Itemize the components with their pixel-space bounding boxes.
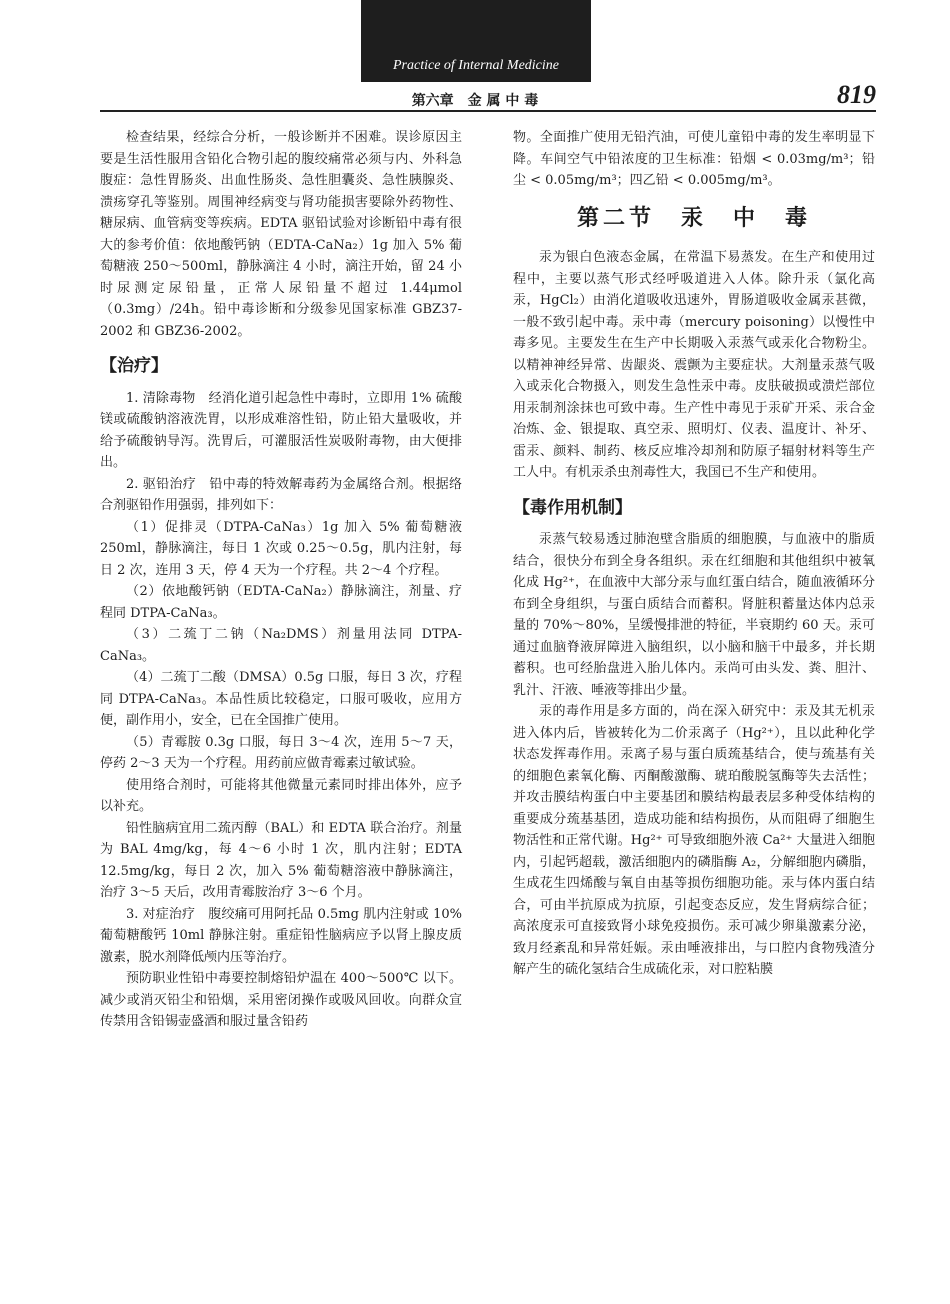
paragraph: 汞的毒作用是多方面的，尚在深入研究中：汞及其无机汞进入体内后，皆被转化为二价汞离子（Hg²⁺），且以此种化学状态发挥毒作用。汞离子易与蛋白质巯基结合，使与巯基有关的细胞色素氧化酶、丙酮酸激酶、琥珀酸脱氢酶等失去活性；并攻击膜结构蛋白中主要基团和膜结构最表层多种受体结构的重要成分巯基基团，造成功能和结构损伤，从而阻碍了细胞生物活性和正常代谢。Hg²⁺ 可导致细胞外液 Ca²⁺ 大量进入细胞内，引起钙超载，激活细胞内的磷脂酶 A₂，分解细胞内磷脂，生成花生四烯酸与氧自由基等损伤细胞功能。汞与体内蛋白结合，可由半抗原成为抗原，引起变态反应，发生肾病综合征；高浓度汞可直接致肾小球免疫损伤。汞可减少卵巢激素分泌，致月经紊乱和异常妊娠。汞由唾液排出，与口腔内食物残渣分解产生的硫化氢结合生成硫化汞，对口腔粘膜: [513, 704, 875, 977]
right-column: [513, 127, 875, 981]
paragraph: 2. 驱铅治疗 铅中毒的特效解毒药为金属络合剂。根据络合剂驱铅作用强弱，排列如下：: [100, 476, 462, 513]
paragraph: 物。全面推广使用无铅汽油，可使儿童铅中毒的发生率明显下降。车间空气中铅浓度的卫生标准：铅烟 < 0.03mg/m³；铅尘 < 0.05mg/m³；四乙铅 < 0.005mg/m³。: [513, 130, 875, 188]
paragraph: 使用络合剂时，可能将其他微量元素同时排出体外，应予以补充。: [100, 777, 462, 814]
chapter-title: 第六章 金 属 中 毒: [411, 93, 539, 109]
header-rule: [100, 110, 876, 112]
paragraph: 汞为银白色液态金属，在常温下易蒸发。在生产和使用过程中，主要以蒸气形式经呼吸道进入人体。除升汞（氯化高汞，HgCl₂）由消化道吸收迅速外，胃肠道吸收金属汞甚微，一般不致引起中毒。汞中毒（mercury poisoning）以慢性中毒多见。主要发生在生产中长期吸入汞蒸气或汞化合物粉尘。以精神神经异常、齿龈炎、震颤为主要症状。大剂量汞蒸气吸入或汞化合物摄入，则发生急性汞中毒。皮肤破损或溃烂部位用汞制剂涂抹也可致中毒。生产性中毒见于汞矿开采、汞合金冶炼、金、银提取、真空汞、照明灯、仪表、温度计、补牙、雷汞、颜料、制药、核反应堆冷却剂和防原子辐射材料等生产工人中。有机汞杀虫剂毒性大，我国已不生产和使用。: [513, 250, 875, 480]
paragraph: 铅性脑病宜用二巯丙醇（BAL）和 EDTA 联合治疗。剂量为 BAL 4mg/kg，每 4～6 小时 1 次，肌内注射；EDTA 12.5mg/kg，每日 2 次，加入 5% 葡萄糖溶液中静脉滴注，治疗 3～5 天后，改用青霉胺治疗 3～6 个月。: [100, 820, 462, 900]
paragraph: 1. 清除毒物 经消化道引起急性中毒时，立即用 1% 硫酸镁或硫酸钠溶液洗胃，以形成难溶性铅，防止铅大量吸收，并给予硫酸钠导泻。洗胃后，可灌服活性炭吸附毒物，由大便排出。: [100, 390, 462, 470]
paragraph: （1）促排灵（DTPA-CaNa₃）1g 加入 5% 葡萄糖液 250ml，静脉滴注，每日 1 次或 0.25～0.5g，肌内注射，每日 2 次，连用 3 天，停 4 天为一个疗程。共 2～4 个疗程。: [100, 519, 462, 578]
left-column: [100, 127, 462, 1033]
paragraph: （2）依地酸钙钠（EDTA-CaNa₂）静脉滴注，剂量、疗程同 DTPA-CaNa₃。: [100, 584, 462, 621]
heading-mechanism: 【毒作用机制】: [513, 497, 632, 518]
paragraph: 检查结果，经综合分析，一般诊断并不困难。误诊原因主要是生活性服用含铅化合物引起的腹绞痛常必须与内、外科急腹症：急性胃肠炎、出血性肠炎、急性胆囊炎、急性胰腺炎、溃疡穿孔等鉴别。周围神经病变与肾功能损害要除外药物性、糖尿病、血管病变等疾病。EDTA 驱铅试验对诊断铅中毒有很大的参考价值：依地酸钙钠（EDTA-CaNa₂）1g 加入 5% 葡萄糖液 250～500ml，静脉滴注 4 小时，滴注开始，留 24 小时尿测定尿铅量，正常人尿铅量不超过 1.44μmol（0.3mg）/24h。铅中毒诊断和分级参见国家标准 GBZ37-2002 和 GBZ36-2002。: [100, 130, 462, 339]
paragraph: 汞蒸气较易透过肺泡壁含脂质的细胞膜，与血液中的脂质结合，很快分布到全身各组织。汞在红细胞和其他组织中被氧化成 Hg²⁺，在血液中大部分汞与血红蛋白结合，随血液循环分布到全身组织，与蛋白质结合而蓄积。肾脏积蓄量达体内总汞量的 70%～80%，呈缓慢排泄的特征，半衰期约 60 天。汞可通过血脑脊液屏障进入脑组织，以小脑和脑干中最多，并长期蓄积。也可经胎盘进入胎儿体内。汞尚可由头发、粪、胆汁、乳汁、汗液、唾液等排出少量。: [513, 532, 875, 698]
paragraph: 预防职业性铅中毒要控制熔铅炉温在 400～500℃ 以下。减少或消灭铅尘和铅烟，采用密闭操作或吸风回收。向群众宣传禁用含铅锡壶盛酒和服过量含铅药: [100, 971, 462, 1029]
section-title: 第二节 汞 中 毒: [576, 205, 811, 231]
paragraph: （3）二巯丁二钠（Na₂DMS）剂量用法同 DTPA-CaNa₃。: [100, 627, 462, 664]
paragraph: 3. 对症治疗 腹绞痛可用阿托品 0.5mg 肌内注射或 10% 葡萄糖酸钙 10ml 静脉注射。重症铅性脑病应予以肾上腺皮质激素，脱水剂降低颅内压等治疗。: [100, 906, 462, 965]
page-number: 819: [837, 80, 876, 109]
paragraph: （4）二巯丁二酸（DMSA）0.5g 口服，每日 3 次，疗程同 DTPA-CaNa₃。本品性质比较稳定，口服可吸收，应用方便，副作用小，安全，已在全国推广使用。: [100, 670, 462, 728]
heading-treatment: 【治疗】: [100, 356, 168, 376]
journal-title: Practice of Internal Medicine: [393, 58, 559, 73]
paragraph: （5）青霉胺 0.3g 口服，每日 3～4 次，连用 5～7 天，停药 2～3 天为一个疗程。用药前应做青霉素过敏试验。: [100, 734, 462, 771]
